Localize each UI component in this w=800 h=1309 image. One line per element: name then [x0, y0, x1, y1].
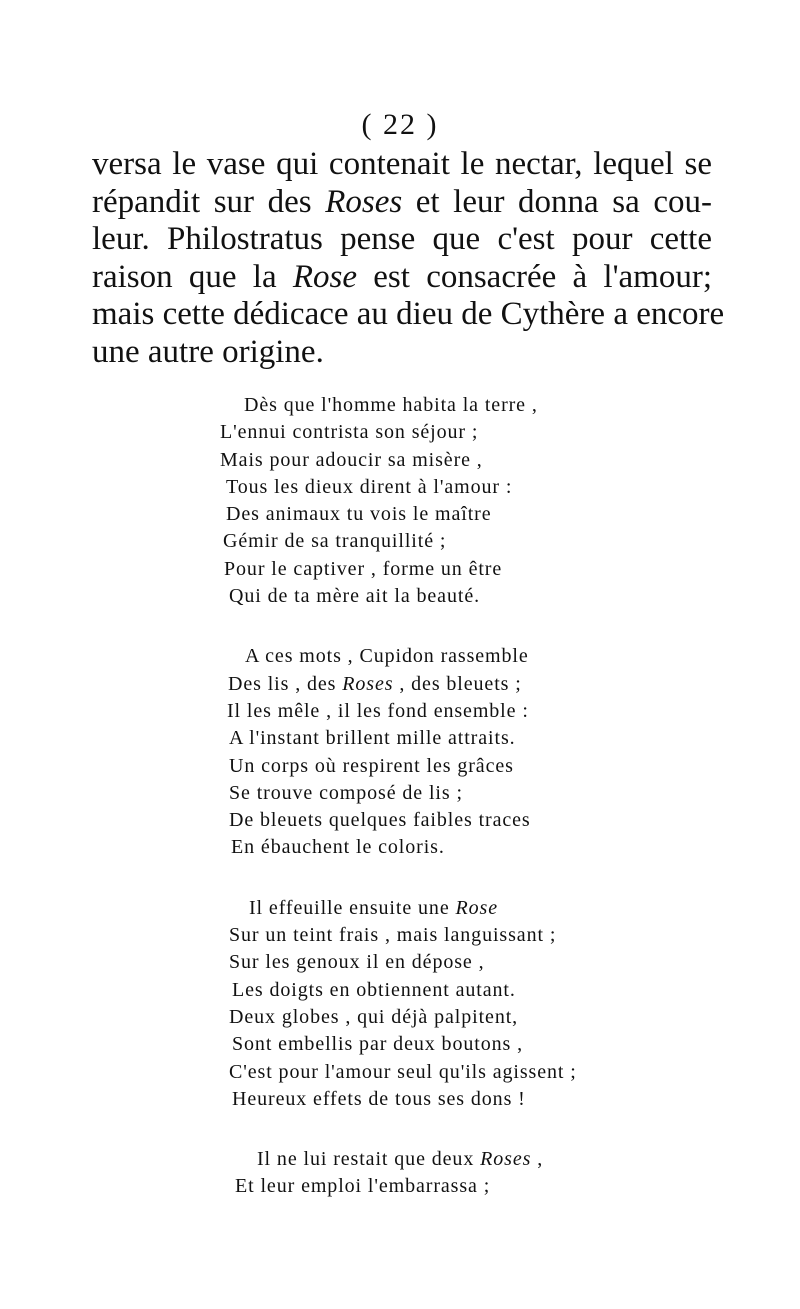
- stanza: [0, 895, 800, 1113]
- verse-line: Il les mêle , il les fond ensemble :: [227, 699, 529, 722]
- prose-line: mais cette dédicace au dieu de Cythère a encore: [92, 296, 725, 333]
- poem: [0, 392, 800, 1234]
- verse-line: C'est pour l'amour seul qu'ils agissent ;: [229, 1060, 577, 1083]
- prose-line: leur. Philostratus pense que c'est pour cette: [92, 221, 712, 258]
- verse-line: Des animaux tu vois le maître: [226, 503, 492, 526]
- verse-line: Et leur emploi l'embarrassa ;: [235, 1175, 491, 1198]
- verse-line: Deux globes , qui déjà palpitent,: [229, 1005, 519, 1028]
- prose-line: répandit sur des Roses et leur donna sa cou-: [92, 183, 712, 220]
- prose-line: raison que la Rose est consacrée à l'amour;: [92, 258, 712, 295]
- verse-line: Pour le captiver , forme un être: [224, 557, 503, 580]
- verse-line: Sur un teint frais , mais languissant ;: [229, 924, 557, 947]
- verse-line: Sur les genoux il en dépose ,: [229, 951, 485, 974]
- verse-line: L'ennui contrista son séjour ;: [220, 421, 479, 444]
- verse-line: Un corps où respirent les grâces: [229, 754, 514, 777]
- verse-line: Se trouve composé de lis ;: [229, 781, 463, 804]
- verse-line: Gémir de sa tranquillité ;: [223, 530, 447, 553]
- verse-line: Il effeuille ensuite une Rose: [249, 896, 498, 919]
- page-number: ( 22 ): [361, 108, 439, 141]
- prose-line: versa le vase qui contenait le nectar, lequel se: [92, 146, 712, 182]
- stanza: [0, 643, 800, 861]
- verse-line: Qui de ta mère ait la beauté.: [229, 585, 480, 608]
- verse-line: Tous les dieux dirent à l'amour :: [226, 475, 513, 498]
- verse-line: A ces mots , Cupidon rassemble: [245, 645, 529, 668]
- verse-line: Mais pour adoucir sa misère ,: [220, 448, 483, 471]
- verse-line: Heureux effets de tous ses dons !: [232, 1087, 526, 1110]
- verse-line: Des lis , des Roses , des bleuets ;: [228, 672, 522, 695]
- prose-paragraph: [92, 146, 725, 372]
- stanza: [0, 392, 800, 610]
- verse-line: Dès que l'homme habita la terre ,: [244, 394, 538, 416]
- verse-line: En ébauchent le coloris.: [231, 836, 445, 859]
- verse-line: Sont embellis par deux boutons ,: [232, 1033, 523, 1056]
- stanza: [0, 1146, 800, 1201]
- verse-line: Les doigts en obtiennent autant.: [232, 978, 516, 1001]
- verse-line: De bleuets quelques faibles traces: [229, 809, 531, 832]
- verse-line: Il ne lui restait que deux Roses ,: [257, 1148, 544, 1171]
- prose-line: une autre origine.: [92, 333, 324, 370]
- verse-line: A l'instant brillent mille attraits.: [229, 727, 516, 750]
